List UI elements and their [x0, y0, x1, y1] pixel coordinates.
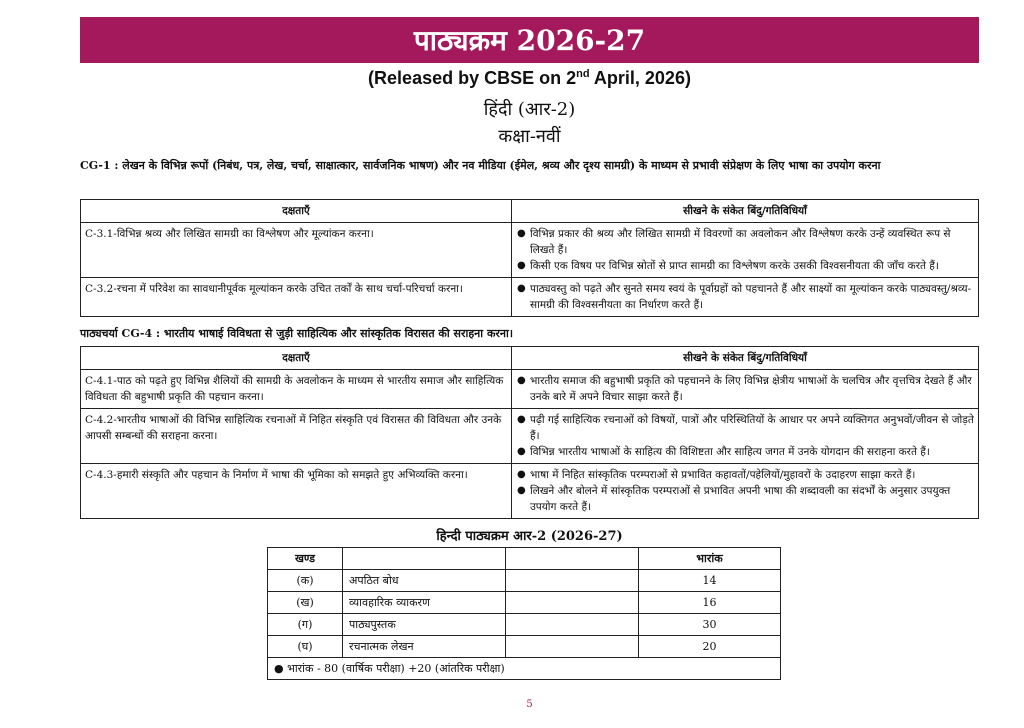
section-name-cell: अपठित बोध	[343, 570, 506, 592]
section-name-cell: पाठ्यपुस्तक	[343, 614, 506, 636]
table-header-row	[81, 200, 979, 223]
activities-cell	[512, 409, 979, 464]
marks-cell: 16	[639, 592, 781, 614]
table-row	[81, 278, 979, 317]
empty-cell	[506, 636, 639, 658]
table-row	[81, 370, 979, 409]
section-cell: (ग)	[268, 614, 343, 636]
table-row	[268, 570, 781, 592]
title-banner	[80, 17, 979, 63]
list-item: ● पढ़ी गई साहित्यिक रचनाओं को विषयों, पात्रों और परिस्थितियों के आधार पर अपने व्यक्तिगत अनुभवों/जीवन से जोड़ते हैं।	[530, 412, 974, 444]
section-cell: (घ)	[268, 636, 343, 658]
column-header-competency: दक्षताएँ	[81, 347, 512, 370]
section-name-cell: रचनात्मक लेखन	[343, 636, 506, 658]
table-row	[81, 409, 979, 464]
release-note-sup: nd	[576, 68, 590, 80]
empty-cell	[506, 570, 639, 592]
list-item: ● विभिन्न भारतीय भाषाओं के साहित्य की विशिष्टता और साहित्य जगत में उनके योगदान की सराहना करते हैं।	[530, 444, 974, 460]
table-row	[268, 614, 781, 636]
marks-table	[267, 547, 781, 680]
column-header-marks: भारांक	[639, 548, 781, 570]
release-note-pre: (Released by CBSE on 2	[368, 68, 577, 88]
competency-cell: C-4.1-पाठ को पढ़ते हुए विभिन्न शैलियों की सामग्री के अवलोकन के माध्यम से भारतीय समाज और साहित्यिक विविधता की बहुभाषी प्रकृति की पहचान करना।	[81, 370, 512, 409]
list-item: ● विभिन्न प्रकार की श्रव्य और लिखित सामग्री में विवरणों का अवलोकन और विश्लेषण करके उन्हें व्यवस्थित रूप से लिखते हैं।	[530, 226, 974, 258]
release-note	[80, 68, 979, 89]
cg1-heading: CG-1 : लेखन के विभिन्न रूपों (निबंध, पत्र, लेख, चर्चा, साक्षात्कार, सार्वजनिक भाषण) और नव मीडिया (ईमेल, श्रव्य और दृश्य सामग्री) के माध्यम से प्रभावी संप्रेक्षण के लिए भाषा का उपयोग करना	[80, 159, 881, 172]
table-row	[268, 658, 781, 680]
cg4-table	[80, 346, 979, 519]
activities-cell	[512, 278, 979, 317]
section-cell: (ख)	[268, 592, 343, 614]
list-item: ● भाषा में निहित सांस्कृतिक परम्पराओं से प्रभावित कहावतों/पहेलियों/मुहावरों के उदाहरण साझा करते हैं।	[530, 467, 974, 483]
section-cell: (क)	[268, 570, 343, 592]
marks-cell: 30	[639, 614, 781, 636]
column-header-section: खण्ड	[268, 548, 343, 570]
marks-cell: 20	[639, 636, 781, 658]
empty-cell	[506, 614, 639, 636]
list-item: ● पाठ्यवस्तु को पढ़ते और सुनते समय स्वयं के पूर्वाग्रहों को पहचानते हैं और साक्ष्यों का मूल्यांकन करके पाठ्यवस्तु/श्रव्य-सामग्री की विश्वसनीयता का निर्धारण करते हैं।	[530, 281, 974, 313]
table-row	[268, 636, 781, 658]
table-header-row	[81, 347, 979, 370]
empty-cell	[506, 592, 639, 614]
page-number: 5	[526, 699, 533, 710]
cg4-heading: पाठ्यचर्या CG-4 : भारतीय भाषाई विविधता से जुड़ी साहित्यिक और सांस्कृतिक विरासत की सराहना करना।	[80, 327, 514, 340]
empty-cell	[506, 548, 639, 570]
empty-cell	[343, 548, 506, 570]
activities-cell	[512, 223, 979, 278]
marks-cell: 14	[639, 570, 781, 592]
class-title: कक्षा-नवीं	[498, 126, 561, 147]
section-name-cell: व्यावहारिक व्याकरण	[343, 592, 506, 614]
activities-cell	[512, 370, 979, 409]
competency-cell: C-3.1-विभिन्न श्रव्य और लिखित सामग्री का विश्लेषण और मूल्यांकन करना।	[81, 223, 512, 278]
cg1-table	[80, 199, 979, 317]
competency-cell: C-4.3-हमारी संस्कृति और पहचान के निर्माण में भाषा की भूमिका को समझते हुए अभिव्यक्ति करना।	[81, 464, 512, 519]
table-row	[81, 464, 979, 519]
competency-cell: C-3.2-रचना में परिवेश का सावधानीपूर्वक मूल्यांकन करके उचित तर्कों के साथ चर्चा-परिचर्चा करना।	[81, 278, 512, 317]
list-item: ● भारतीय समाज की बहुभाषी प्रकृति को पहचानने के लिए विभिन्न क्षेत्रीय भाषाओं के चलचित्र और वृत्तचित्र देखते हैं और उनके बारे में अपने विचार साझा करते हैं।	[530, 373, 974, 405]
subject-title: हिंदी (आर-2)	[483, 99, 576, 120]
table-row	[268, 592, 781, 614]
list-item: ● लिखने और बोलने में सांस्कृतिक परम्पराओं से प्रभावित अपनी भाषा की शब्दावली का संदर्भों के अनुसार उपयुक्त उपयोग करते हैं।	[530, 483, 974, 515]
column-header-activities: सीखने के संकेत बिंदु/गतिविधियाँ	[512, 347, 979, 370]
activities-cell	[512, 464, 979, 519]
column-header-competency: दक्षताएँ	[81, 200, 512, 223]
column-header-activities: सीखने के संकेत बिंदु/गतिविधियाँ	[512, 200, 979, 223]
list-item: ● किसी एक विषय पर विभिन्न स्रोतों से प्राप्त सामग्री का विश्लेषण करके उसकी विश्वसनीयता की जाँच करते हैं।	[530, 258, 974, 274]
syllabus-title: हिन्दी पाठ्यक्रम आर-2 (2026-27)	[436, 529, 623, 544]
page-title: पाठ्यक्रम 2026-27	[413, 24, 646, 57]
table-row	[81, 223, 979, 278]
table-header-row	[268, 548, 781, 570]
marks-footnote: ● भारांक - 80 (वार्षिक परीक्षा) +20 (आंतरिक परीक्षा)	[268, 658, 781, 680]
competency-cell: C-4.2-भारतीय भाषाओं की विभिन्न साहित्यिक रचनाओं में निहित संस्कृति एवं विरासत की विविधता और उनके आपसी सम्बन्धों की सराहना करना।	[81, 409, 512, 464]
release-note-post: April, 2026)	[589, 68, 691, 88]
